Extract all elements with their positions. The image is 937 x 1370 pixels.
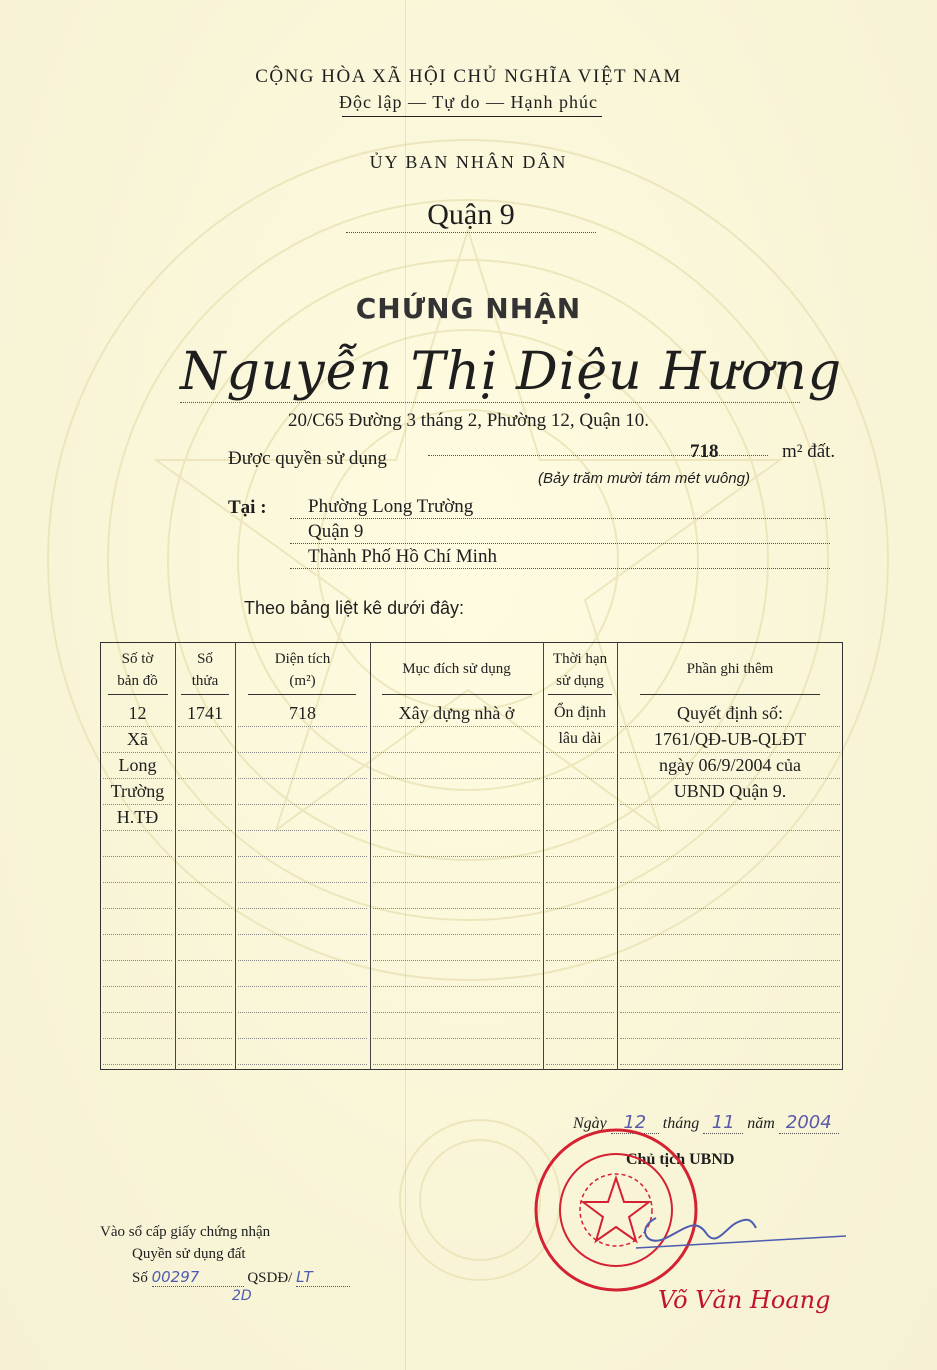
table-ruled-line	[238, 882, 367, 883]
date-month-label: tháng	[662, 1115, 700, 1132]
chairman-title: Chủ tịch UBND	[626, 1151, 735, 1168]
certificate-title: CHỨNG NHẬN	[355, 292, 582, 325]
table-ruled-line	[373, 752, 540, 753]
cell-notes	[617, 700, 843, 804]
motto-underline	[342, 116, 602, 117]
area-value: 718	[690, 441, 719, 462]
registry-code-label: QSDĐ/	[247, 1270, 293, 1286]
table-ruled-line	[620, 960, 840, 961]
table-ruled-line	[103, 856, 172, 857]
table-ruled-line	[178, 908, 232, 909]
table-ruled-line	[103, 1064, 172, 1065]
table-ruled-line	[103, 1038, 172, 1039]
table-ruled-line	[178, 986, 232, 987]
date-day: 12	[611, 1112, 659, 1134]
date-year: 2004	[779, 1112, 839, 1134]
registry-number-value: 00297	[152, 1268, 244, 1287]
table-ruled-line	[373, 804, 540, 805]
header-area-line1: Diện tích	[274, 651, 331, 667]
cell-duration	[543, 700, 617, 752]
table-ruled-line	[238, 908, 367, 909]
table-ruled-line	[238, 960, 367, 961]
table-ruled-line	[178, 1012, 232, 1013]
header-duration-line1: Thời hạn	[552, 651, 608, 667]
handwritten-signature	[626, 1198, 866, 1278]
cell-notes-line2: 1761/QĐ-UB-QLĐT	[654, 729, 806, 749]
table-ruled-line	[178, 778, 232, 779]
header-area-line2: (m²)	[289, 673, 316, 689]
table-ruled-line	[620, 908, 840, 909]
table-intro: Theo bảng liệt kê dưới đây:	[244, 598, 464, 618]
table-ruled-line	[103, 960, 172, 961]
header-map-sheet-line1: Số tờ	[121, 651, 154, 667]
table-ruled-line	[546, 856, 614, 857]
republic-title: CỘNG HÒA XÃ HỘI CHỦ NGHĨA VIỆT NAM	[255, 66, 682, 87]
table-ruled-line	[620, 1012, 840, 1013]
header-purpose-line1: Mục đích sử dụng	[402, 661, 511, 677]
table-ruled-line	[546, 934, 614, 935]
date-month: 11	[703, 1112, 743, 1134]
table-ruled-line	[546, 882, 614, 883]
location-city-text: Thành Phố Hồ Chí Minh	[308, 546, 497, 567]
table-ruled-line	[238, 752, 367, 753]
location-ward-text: Phường Long Trường	[308, 496, 474, 517]
header-parcel	[175, 648, 235, 692]
table-ruled-line	[620, 1064, 840, 1065]
registry-annotation: 2D	[232, 1288, 252, 1304]
registry-line2: Quyền sử dụng đất	[132, 1246, 246, 1262]
table-ruled-line	[546, 1012, 614, 1013]
header-underline	[248, 694, 356, 695]
cell-parcel: 1741	[187, 703, 223, 723]
table-ruled-line	[178, 856, 232, 857]
table-ruled-line	[103, 908, 172, 909]
table-ruled-line	[178, 752, 232, 753]
table-ruled-line	[620, 934, 840, 935]
header-map-sheet-line2: bản đồ	[117, 673, 158, 689]
header-underline	[640, 694, 820, 695]
table-ruled-line	[546, 960, 614, 961]
table-ruled-line	[238, 804, 367, 805]
cell-duration-line1: Ổn định	[554, 704, 606, 721]
cell-map-sheet-line4: Trường	[110, 781, 165, 801]
usage-right-label: Được quyền sử dụng	[228, 448, 387, 469]
header-purpose	[370, 658, 543, 680]
table-ruled-line	[178, 882, 232, 883]
table-ruled-line	[238, 778, 367, 779]
cell-duration-line2: lâu dài	[558, 730, 602, 747]
table-ruled-line	[373, 934, 540, 935]
table-ruled-line	[546, 830, 614, 831]
table-ruled-line	[373, 1064, 540, 1065]
header-parcel-line2: thửa	[191, 673, 219, 689]
header-map-sheet	[100, 648, 175, 692]
table-ruled-line	[373, 908, 540, 909]
table-ruled-line	[238, 1038, 367, 1039]
table-ruled-line	[103, 934, 172, 935]
table-ruled-line	[238, 934, 367, 935]
table-ruled-line	[546, 986, 614, 987]
header-duration	[543, 648, 617, 692]
table-ruled-line	[373, 856, 540, 857]
table-ruled-line	[620, 882, 840, 883]
table-ruled-line	[238, 1012, 367, 1013]
cell-area: 718	[289, 703, 316, 723]
table-ruled-line	[373, 1012, 540, 1013]
header-notes-line1: Phần ghi thêm	[686, 661, 774, 677]
table-ruled-line	[373, 830, 540, 831]
table-ruled-line	[546, 804, 614, 805]
registry-number	[132, 1268, 350, 1287]
table-ruled-line	[546, 1064, 614, 1065]
table-ruled-line	[546, 778, 614, 779]
table-ruled-line	[103, 882, 172, 883]
table-ruled-line	[373, 882, 540, 883]
table-ruled-line	[546, 908, 614, 909]
table-ruled-line	[103, 830, 172, 831]
cell-map-sheet-line2: Xã	[127, 729, 148, 749]
table-ruled-line	[620, 986, 840, 987]
cell-map-sheet-line1: 12	[128, 703, 147, 723]
table-ruled-line	[620, 1038, 840, 1039]
national-motto: Độc lập — Tự do — Hạnh phúc	[339, 92, 598, 112]
table-ruled-line	[103, 986, 172, 987]
cell-map-sheet-line3: Long	[118, 755, 157, 775]
header-underline	[181, 694, 229, 695]
cell-map-sheet	[100, 700, 175, 830]
header-duration-line2: sử dụng	[556, 673, 604, 689]
header-notes	[617, 658, 843, 680]
table-ruled-line	[238, 986, 367, 987]
area-unit: m² đất.	[782, 441, 836, 462]
table-ruled-line	[620, 804, 840, 805]
table-ruled-line	[178, 1038, 232, 1039]
table-ruled-line	[620, 856, 840, 857]
table-ruled-line	[373, 1038, 540, 1039]
table-ruled-line	[178, 1064, 232, 1065]
cell-map-sheet-line5: H.TĐ	[116, 807, 159, 827]
registry-code-value: LT	[296, 1268, 350, 1287]
holder-address: 20/C65 Đường 3 tháng 2, Phường 12, Quận 10.	[287, 410, 650, 431]
table-ruled-line	[178, 726, 232, 727]
location-district-text: Quận 9	[308, 521, 364, 542]
location-district	[290, 521, 830, 544]
table-ruled-line	[373, 726, 540, 727]
location-label: Tại :	[228, 497, 267, 518]
registry-line1: Vào sổ cấp giấy chứng nhận	[100, 1224, 271, 1240]
table-ruled-line	[373, 960, 540, 961]
location-city	[290, 546, 830, 569]
table-ruled-line	[373, 778, 540, 779]
table-ruled-line	[178, 960, 232, 961]
header-parcel-line1: Số	[197, 651, 213, 667]
table-ruled-line	[373, 986, 540, 987]
date-year-label: năm	[747, 1115, 775, 1132]
area-in-words: (Bảy trăm mười tám mét vuông)	[538, 470, 750, 487]
table-ruled-line	[178, 934, 232, 935]
table-ruled-line	[546, 752, 614, 753]
table-ruled-line	[238, 856, 367, 857]
registry-number-label: Số	[132, 1270, 148, 1286]
table-ruled-line	[238, 830, 367, 831]
holder-name: Nguyễn Thị Diệu Hương	[180, 342, 843, 402]
district-name: Quận 9	[346, 198, 596, 233]
cell-notes-line4: UBND Quận 9.	[673, 781, 787, 801]
cell-notes-line3: ngày 06/9/2004 của	[659, 755, 801, 775]
table-ruled-line	[546, 1038, 614, 1039]
table-ruled-line	[103, 1012, 172, 1013]
table-ruled-line	[178, 804, 232, 805]
table-ruled-line	[238, 1064, 367, 1065]
table-ruled-line	[238, 726, 367, 727]
cell-purpose: Xây dựng nhà ở	[398, 703, 515, 723]
table-ruled-line	[620, 830, 840, 831]
cell-notes-line1: Quyết định số:	[677, 703, 783, 723]
date-day-label: Ngày	[573, 1115, 607, 1132]
table-ruled-line	[178, 830, 232, 831]
header-underline	[382, 694, 532, 695]
header-underline	[108, 694, 168, 695]
header-area	[235, 648, 370, 692]
location-ward	[290, 496, 830, 519]
header-underline	[548, 694, 612, 695]
council-name: ỦY BAN NHÂN DÂN	[369, 152, 568, 172]
signer-name: Võ Văn Hoang	[658, 1286, 831, 1314]
